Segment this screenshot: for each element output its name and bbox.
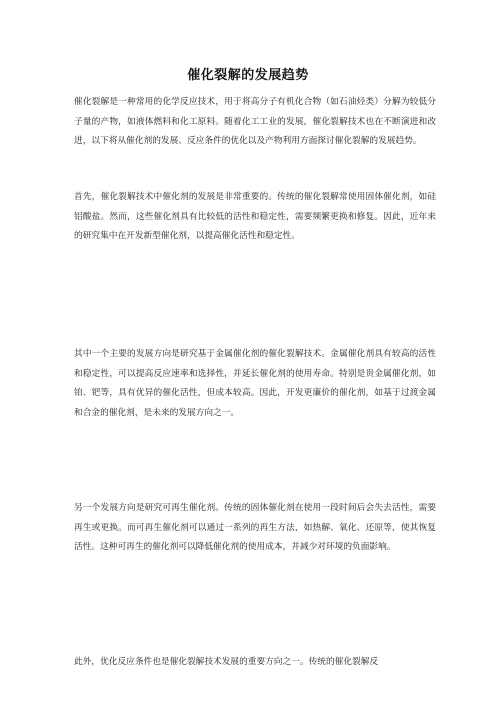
paragraph-catalyst-development: 首先，催化裂解技术中催化剂的发展是非常重要的。传统的催化裂解常使用固体催化剂，如硅铝酸盐。然而，这些催化剂具有比较低的活性和稳定性，需要频繁更换和修复。因此，近年来的研究集中在开发新型催化剂，以提高催化活性和稳定性。	[74, 192, 436, 241]
paragraph-metal-catalysts: 其中一个主要的发展方向是研究基于金属催化剂的催化裂解技术。金属催化剂具有较高的活性和稳定性，可以提高反应速率和选择性，并延长催化剂的使用寿命。特别是贵金属催化剂，如铂、钯等，具有优异的催化活性，但成本较高。因此，开发更廉价的催化剂，如基于过渡金属和合金的催化剂，是未来的发展方向之一。	[74, 349, 436, 418]
paragraph-renewable-catalysts: 另一个发展方向是研究可再生催化剂。传统的固体催化剂在使用一段时间后会失去活性，需要再生或更换。而可再生催化剂可以通过一系列的再生方法，如热解、氧化、还原等，使其恢复活性。这种可再生的催化剂可以降低催化剂的使用成本，并减少对环境的负面影响。	[74, 503, 436, 552]
paragraph-reaction-conditions: 此外，优化反应条件也是催化裂解技术发展的重要方向之一。传统的催化裂解反	[74, 657, 379, 667]
paragraph-intro: 催化裂解是一种常用的化学反应技术，用于将高分子有机化合物（如石油烃类）分解为较低分子量的产物，如液体燃料和化工原料。随着化工工业的发展，催化裂解技术也在不断演进和改进，以下将从催化剂的发展、反应条件的优化以及产物利用方面探讨催化裂解的发展趋势。	[74, 97, 436, 146]
document-title: 催化裂解的发展趋势	[187, 68, 309, 83]
